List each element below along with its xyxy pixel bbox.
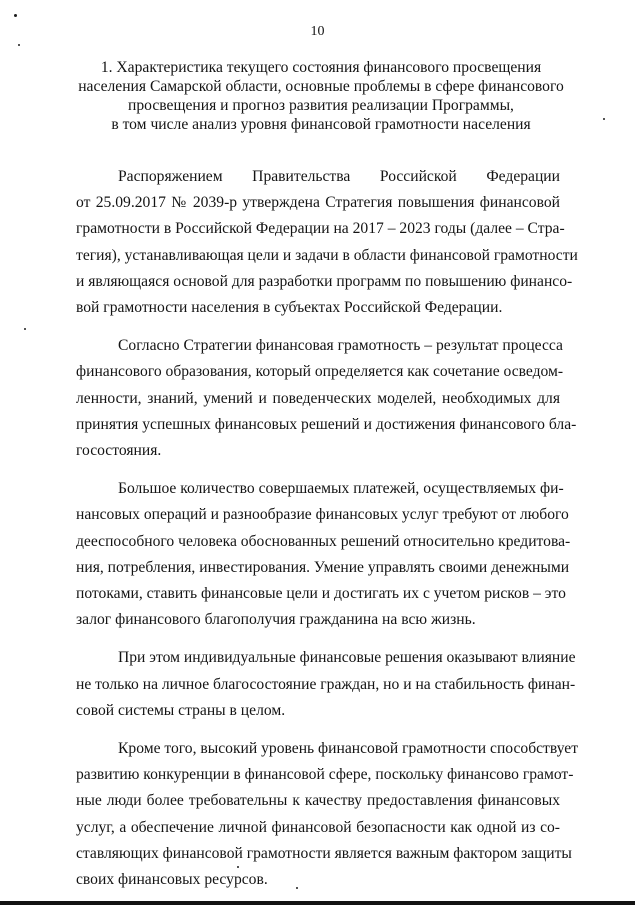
scan-speck — [603, 118, 605, 120]
section-heading — [76, 58, 566, 134]
scan-speck — [14, 14, 17, 17]
text-line: своих финансовых ресурсов. — [76, 871, 268, 889]
paragraph-payments — [76, 476, 571, 633]
text-line: ставляющих финансовой грамотности является важным фактором защиты — [76, 844, 572, 862]
text-line: развитию конкуренции в финансовой сфере, поскольку финансово грамот- — [76, 766, 574, 784]
heading-line: просвещения и прогноз развития реализации Программы, — [128, 97, 514, 114]
text-line: ния, потребления, инвестирования. Умение управлять своими денежными — [76, 558, 570, 576]
text-line: грамотности в Российской Федерации на 2017 – 2023 годы (далее – Стра- — [76, 220, 565, 238]
text-line: ные люди более требовательны к качеству предоставления финансовых — [76, 792, 560, 810]
scan-speck — [24, 328, 26, 330]
heading-line: в том числе анализ уровня финансовой грамотности населения — [111, 116, 531, 133]
scan-speck — [18, 44, 20, 46]
text-line: дееспособного человека обоснованных решений относительно кредитова- — [76, 532, 571, 550]
text-line: тегия), устанавливающая цели и задачи в области финансовой грамотности — [76, 246, 578, 264]
text-line: услуг, а обеспечение личной финансовой безопасности как одной из со- — [76, 818, 560, 836]
text-line: финансового образования, который определяется как сочетание осведом- — [76, 363, 564, 381]
paragraph-strategy — [76, 164, 578, 321]
text-line: залог финансового благополучия гражданина на всю жизнь. — [76, 611, 476, 629]
scan-speck — [237, 866, 239, 868]
heading-line: населения Самарской области, основные проблемы в сфере финансового — [78, 78, 564, 95]
paragraph-stability — [76, 645, 576, 724]
text-line: потоками, ставить финансовые цели и достигать их с учетом рисков – это — [76, 585, 566, 603]
text-line: и являющаяся основой для разработки программ по повышению финансо- — [76, 272, 573, 290]
text-line: Распоряжением Правительства Российской Федерации — [118, 168, 560, 185]
text-line: ленности, знаний, умений и поведенческих моделей, необходимых для — [76, 389, 560, 407]
paragraph-definition — [76, 333, 577, 464]
body-text — [76, 164, 579, 905]
paragraph-competition — [76, 736, 579, 893]
text-line: Согласно Стратегии финансовая грамотность – результат процесса — [118, 337, 563, 355]
scan-bottom-edge — [0, 901, 635, 905]
text-line: госостояния. — [76, 442, 162, 460]
text-line: вой грамотности населения в субъектах Российской Федерации. — [76, 299, 503, 317]
text-line: Большое количество совершаемых платежей, осуществляемых фи- — [118, 480, 564, 498]
text-line: принятия успешных финансовых решений и достижения финансового бла- — [76, 415, 577, 433]
text-line: совой системы страны в целом. — [76, 701, 286, 719]
text-line: от 25.09.2017 № 2039-р утверждена Стратегия повышения финансовой — [76, 194, 560, 212]
text-line: не только на личное благосостояние граждан, но и на стабильность финан- — [76, 675, 576, 693]
text-line: Кроме того, высокий уровень финансовой грамотности способствует — [118, 740, 579, 758]
heading-line: 1. Характеристика текущего состояния финансового просвещения — [100, 59, 542, 76]
text-line: При этом индивидуальные финансовые решения оказывают влияние — [118, 649, 576, 667]
page-number: 10 — [310, 24, 325, 39]
text-line: нансовых операций и разнообразие финансовых услуг требуют от любого — [76, 506, 569, 524]
scan-speck — [296, 887, 298, 889]
